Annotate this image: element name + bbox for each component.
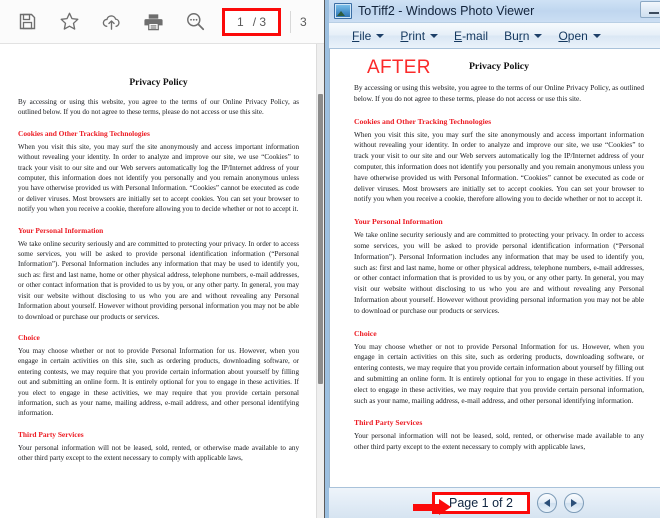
document-paragraph: Your personal information will not be leased, sold, rented, or otherwise made available to any other third party except to the extent necessary to comply with applicable laws, xyxy=(18,443,299,463)
page-indicator-highlight[interactable] xyxy=(222,8,281,36)
document-section-heading: Third Party Services xyxy=(354,418,423,428)
star-icon[interactable] xyxy=(48,5,90,39)
chevron-down-icon xyxy=(430,34,438,38)
document-paragraph: Your personal information will not be leased, sold, rented, or otherwise made available to any other third party except to the extent necessary to comply with applicable laws, xyxy=(354,431,644,452)
menu-item-print[interactable] xyxy=(393,26,445,46)
menu-bar xyxy=(329,22,660,49)
image-viewport[interactable] xyxy=(329,49,660,487)
window-title: ToTiff2 - Windows Photo Viewer xyxy=(358,4,535,18)
chevron-down-icon xyxy=(376,34,384,38)
document-paragraph: We take online security seriously and are committed to protecting your privacy. In order to access some services, you will be asked to provide personal identification information (“Personal Information”). Personal Information includes any information that may be used to identify you, such as: first and last name, home or other physical address, telephone numbers, e-mail addresses, or other contact information that is provided to us by you, or any other party. In general, you may visit our website without disclosing to us who you are and without revealing any Personal Information about yourself. However without providing personal information you may not be able to download or purchase our products or services. xyxy=(18,239,299,321)
after-label: AFTER xyxy=(367,57,431,78)
menu-item-label: File xyxy=(352,28,372,43)
pdf-page-canvas xyxy=(0,44,317,518)
document-paragraph: By accessing or using this website, you agree to the terms of our Online Privacy Policy, as outlined below. If you do not agree to these terms, please do not access or use this site. xyxy=(354,83,644,103)
window-titlebar[interactable] xyxy=(329,0,660,22)
menu-item-email[interactable] xyxy=(447,26,495,46)
zoom-level-label: 3 xyxy=(300,14,307,29)
page-indicator-highlight: Page 1 of 2 xyxy=(432,492,530,514)
document-section-heading: Choice xyxy=(354,328,377,338)
document-body-left xyxy=(18,97,299,464)
document-paragraph: We take online security seriously and are committed to protecting your privacy. In order to access some services, you will be asked to provide personal identification information (“Personal Information”). Personal Information includes any information that may be used to identify you, such as: first and last name, home or other physical address, telephone numbers, e-mail addresses, or other contact information that is provided to us by you, or any other party. In general, you may visit our website without disclosing to us who you are and without revealing any Personal Information about yourself. However without providing personal information you may not be able to download or purchase our products or services. xyxy=(354,230,644,315)
minimize-button[interactable] xyxy=(640,1,660,18)
document-paragraph: When you visit this site, you may surf the site anonymously and access important information without revealing your identity. In order to analyze and improve our site, we use “Cookies” to track your visit to our site and our Web servers automatically log the IP/Internet address of your computer, this information does not identify you personally and you remain anonymous unless you have otherwise provided us with Personal Information. “Cookies” cannot be executed as code or deliver viruses. Most browsers are initially set to accept cookies. You can set your browser to notify you when you receive a cookie, therefore allowing you to decide whether or not to accept it. xyxy=(18,142,299,214)
menu-item-file[interactable] xyxy=(345,26,391,46)
document-paragraph: When you visit this site, you may surf the site anonymously and access important information without revealing your identity. In order to analyze and improve our site, we use “Cookies” to track your visit to our site and our Web servers automatically log the IP/Internet address of your computer, this information does not identify you personally and you remain anonymous unless you have otherwise provided us with Personal Information. “Cookies” cannot be executed as code or deliver viruses. Most browsers are initially set to accept cookies. You can set your browser to notify you when you receive a cookie, therefore allowing you to decide whether or not to accept it. xyxy=(354,129,644,204)
menu-item-label: Open xyxy=(558,28,588,43)
document-body-right xyxy=(354,83,644,453)
cloud-upload-icon[interactable] xyxy=(90,5,132,39)
page-total-label: / 3 xyxy=(252,14,267,29)
pdf-reader-panel xyxy=(0,0,324,518)
menu-item-burn[interactable] xyxy=(497,26,549,46)
photo-viewer-panel xyxy=(324,0,660,518)
scrollbar-thumb[interactable] xyxy=(318,94,323,384)
pdf-document-area xyxy=(0,44,324,518)
menu-item-label: Burn xyxy=(504,28,530,43)
search-icon[interactable] xyxy=(174,5,216,39)
save-icon[interactable] xyxy=(6,5,48,39)
chevron-down-icon xyxy=(534,34,542,38)
photo-viewer-app-icon xyxy=(334,3,352,19)
menu-item-label: E-mail xyxy=(454,28,489,43)
status-bar xyxy=(329,487,660,518)
previous-page-button[interactable] xyxy=(537,493,557,513)
red-right-arrow-annotation xyxy=(413,499,451,515)
window-controls xyxy=(640,1,660,18)
menu-item-open[interactable] xyxy=(551,26,607,46)
print-icon[interactable] xyxy=(132,5,174,39)
document-section-heading: Cookies and Other Tracking Technologies xyxy=(18,128,150,138)
document-paragraph: You may choose whether or not to provide Personal Information for us. However, when you engage in certain activities on this site, such as ordering products, downloading software, or entering contests, we may require that you provide certain information about yourself by filling out and submitting an online form. It is entirely optional for you to engage in these activities. If you elect to engage in these activities, we may require that you provide certain personal information, such as your name, mailing address, e-mail address, and other personal identifying information. xyxy=(354,341,644,405)
pdf-toolbar xyxy=(0,0,324,44)
photo-viewer-window xyxy=(325,0,660,518)
current-page-input[interactable]: 1 xyxy=(237,14,244,29)
document-section-heading: Cookies and Other Tracking Technologies xyxy=(354,116,492,126)
document-section-heading: Third Party Services xyxy=(18,429,84,439)
menu-item-label: Print xyxy=(400,28,426,43)
document-section-heading: Your Personal Information xyxy=(354,217,443,227)
vertical-scrollbar[interactable] xyxy=(316,44,324,518)
tiff-page-canvas xyxy=(334,49,660,487)
document-paragraph: You may choose whether or not to provide Personal Information for us. However, when you engage in certain activities on this site, such as ordering products, downloading software, or entering contests, we may require that you provide certain information about yourself by filling out and submitting an online form. It is entirely optional for you to engage in these activities. If you elect to engage in these activities, we may require that you provide certain personal information, such as your name, mailing address, e-mail address, and other personal identifying information. xyxy=(18,346,299,418)
document-paragraph: By accessing or using this website, you agree to the terms of our Online Privacy Policy, as outlined below. If you do not agree to these terms, please do not access or use this site. xyxy=(18,98,299,117)
document-section-heading: Choice xyxy=(18,332,40,342)
next-page-button[interactable] xyxy=(564,493,584,513)
document-section-heading: Your Personal Information xyxy=(18,225,104,235)
document-title: Privacy Policy xyxy=(468,61,530,72)
toolbar-divider xyxy=(290,11,291,33)
chevron-left-icon xyxy=(544,499,550,507)
chevron-down-icon xyxy=(593,34,601,38)
document-title: Privacy Policy xyxy=(129,78,188,88)
chevron-right-icon xyxy=(571,499,577,507)
